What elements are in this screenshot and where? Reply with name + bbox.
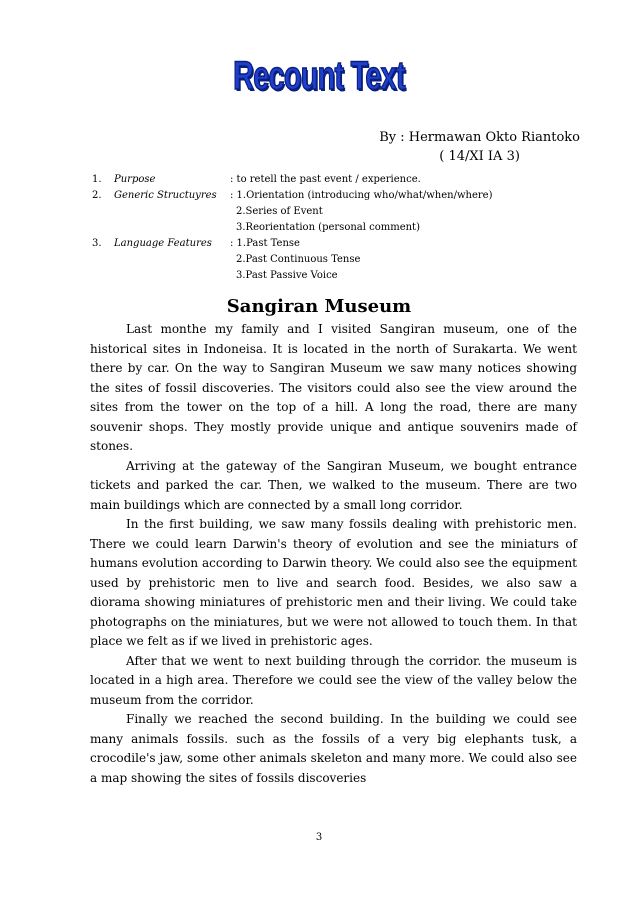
list-subvalue: 2.Past Continuous Tense xyxy=(236,254,361,265)
text-features-list xyxy=(92,172,572,284)
paragraph: Finally we reached the second building. In the building we could see many animals fossils. such as the fossils of a very big elephants tusk, a crocodile's jaw, some other animals skeleton and many more. We could also see a map showing the sites of fossils discoveries xyxy=(90,712,577,785)
byline xyxy=(379,128,580,166)
list-label: Language Features xyxy=(114,238,212,249)
paragraph: Arriving at the gateway of the Sangiran Museum, we bought entrance tickets and parked the car. Then, we walked to the museum. There are two main buildings which are connected by a small long corridor. xyxy=(90,458,577,512)
paragraph: Last monthe my family and I visited Sangiran museum, one of the historical sites in Indoneisa. It is located in the north of Surakarta. We went there by car. On the way to Sangiran Museum we saw many notices showing the sites of fossil discoveries. The visitors could also see the view around the sites from the tower on the top of a hill. A long the road, there are many souvenir shops. They mostly provide unique and antique souvenirs made of stones. xyxy=(90,322,577,453)
list-item xyxy=(92,172,572,188)
list-value: : 1.Past Tense xyxy=(230,238,300,249)
list-subvalue: 3.Past Passive Voice xyxy=(236,270,338,281)
document-title: Recount Text xyxy=(233,54,405,98)
paragraph: After that we went to next building through the corridor. the museum is located in a high area. Therefore we could see the view of the valley below the museum from the corridor. xyxy=(90,653,577,707)
list-number: 1. xyxy=(92,174,102,185)
class-line: ( 14/XI IA 3) xyxy=(439,149,520,164)
list-item xyxy=(92,188,572,204)
page-number: 3 xyxy=(315,832,323,843)
author-line: By : Hermawan Okto Riantoko xyxy=(379,130,580,145)
story-heading: Sangiran Museum xyxy=(226,296,412,317)
list-subvalue: 3.Reorientation (personal comment) xyxy=(236,222,420,233)
list-label: Generic Structuyres xyxy=(114,190,217,201)
list-label: Purpose xyxy=(114,174,156,185)
list-value: : 1.Orientation (introducing who/what/when/where) xyxy=(230,190,493,201)
story-body xyxy=(90,320,577,788)
list-subvalue: 2.Series of Event xyxy=(236,206,323,217)
list-number: 3. xyxy=(92,238,102,249)
list-item xyxy=(92,236,572,252)
list-number: 2. xyxy=(92,190,102,201)
paragraph: In the first building, we saw many fossils dealing with prehistoric men. There we could learn Darwin's theory of evolution and see the miniaturs of humans evolution according to Darwin theory. We could also see the equipment used by prehistoric men to live and search food. Besides, we also saw a diorama showing miniatures of prehistoric men and their living. We could take photographs on the miniatures, but we were not allowed to touch them. In that place we felt as if we lived in prehistoric ages. xyxy=(90,517,577,648)
list-value: : to retell the past event / experience. xyxy=(230,174,421,185)
